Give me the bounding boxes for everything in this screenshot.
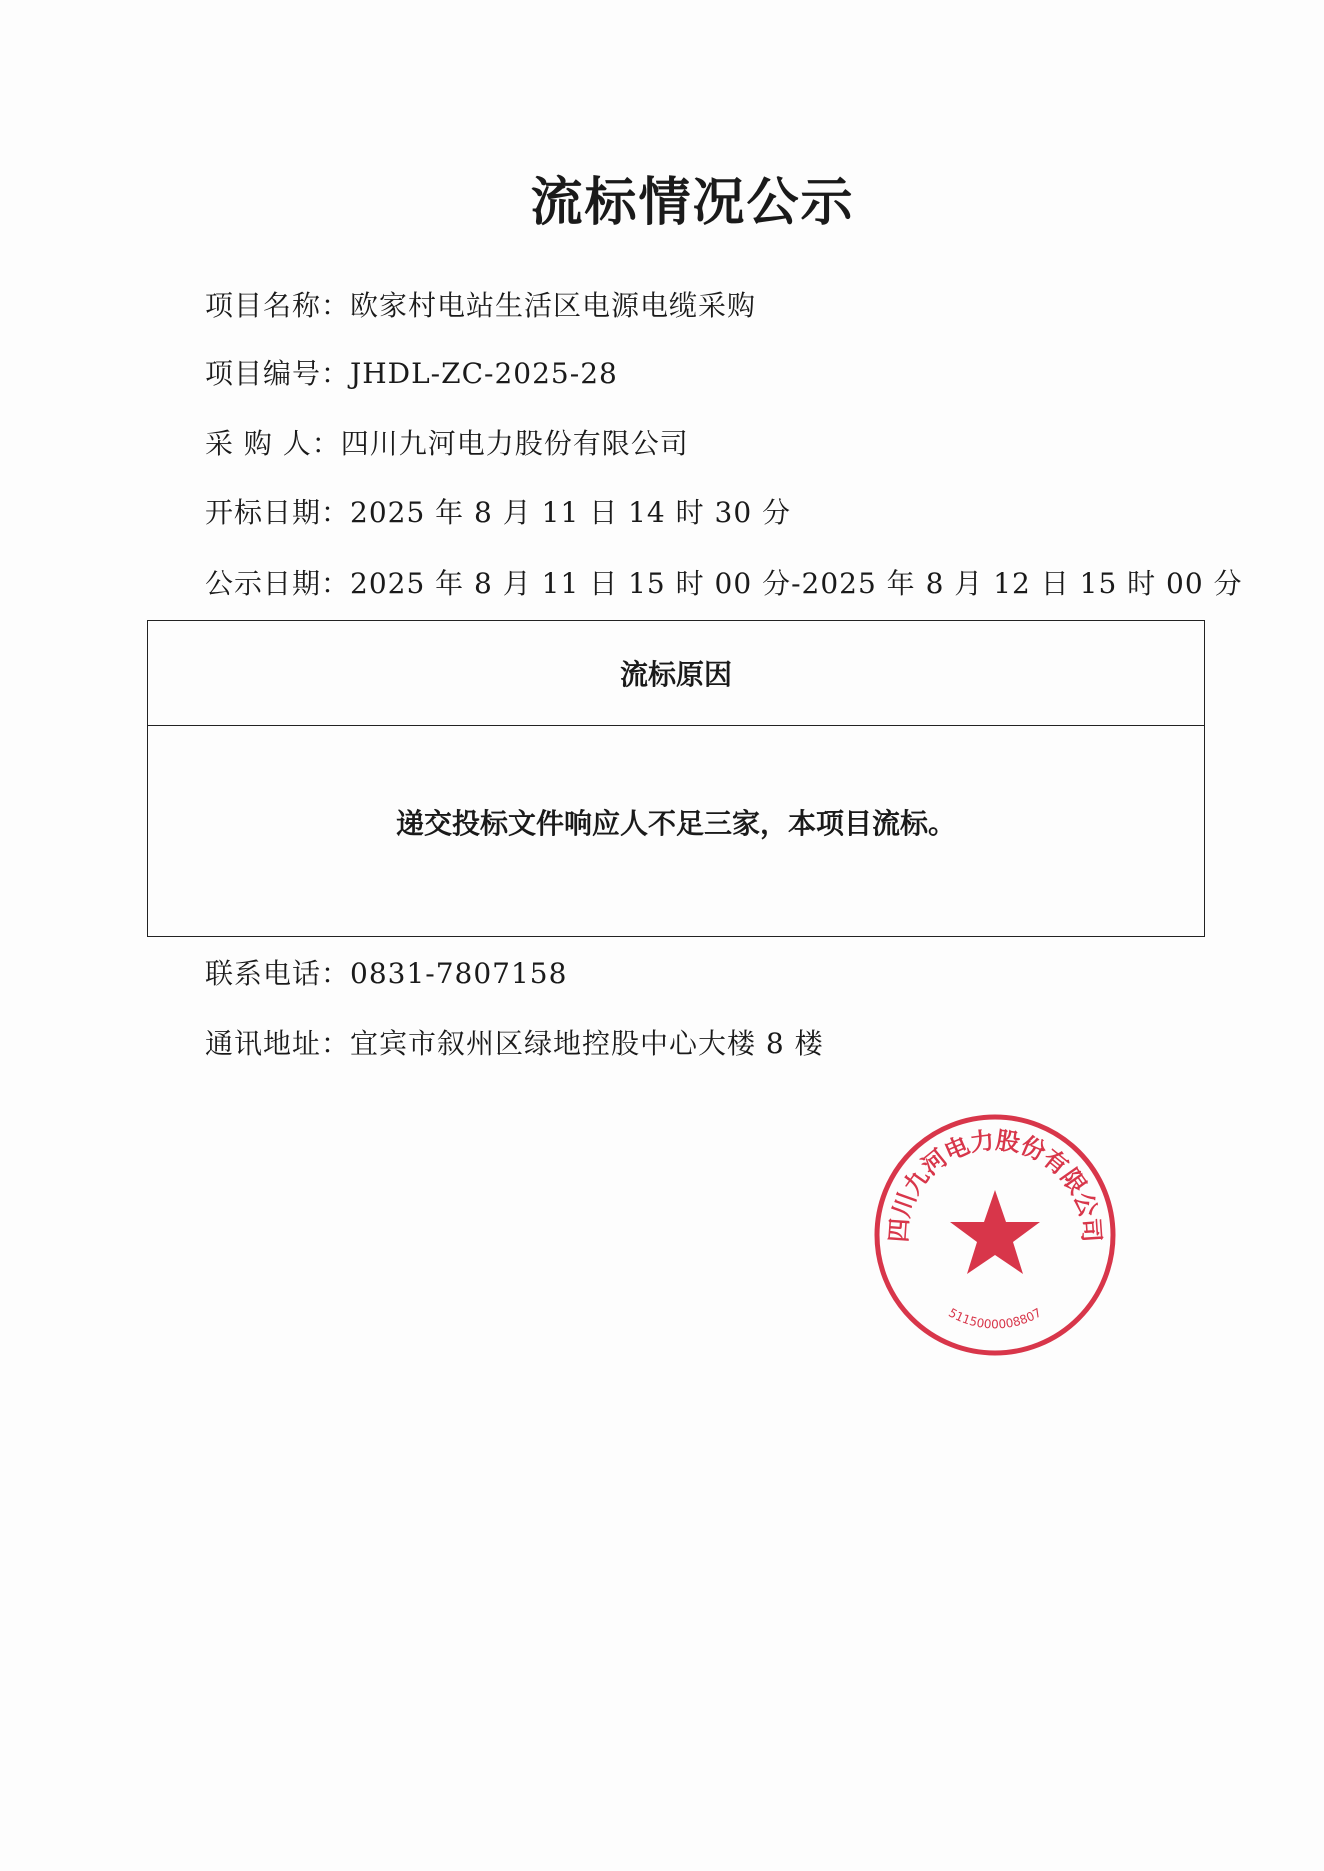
failure-reason-table — [147, 620, 1205, 937]
seal-ring — [877, 1117, 1113, 1353]
page-title: 流标情况公示 — [530, 173, 855, 233]
stamp-company: 四川九河电力股份有限公司 — [884, 1126, 1106, 1244]
notice-period: 公示日期：2025 年 8 月 11 日 15 时 00 分-2025 年 8 月 12 日 15 时 00 分 — [205, 567, 1243, 600]
contact-phone: 联系电话：0831-7807158 — [205, 957, 568, 990]
project-name: 项目名称：欧家村电站生活区电源电缆采购 — [205, 289, 757, 322]
purchaser: 采 购 人：四川九河电力股份有限公司 — [205, 427, 689, 460]
contact-address: 通讯地址：宜宾市叙州区绿地控股中心大楼 8 楼 — [205, 1027, 824, 1060]
project-number: 项目编号：JHDL-ZC-2025-28 — [205, 357, 618, 390]
stamp-code: 5115000008807 — [946, 1305, 1044, 1332]
star-icon — [950, 1190, 1040, 1274]
bid-opening-date: 开标日期：2025 年 8 月 11 日 14 时 30 分 — [205, 496, 792, 529]
table-header: 流标原因 — [148, 621, 1204, 726]
company-seal-stamp — [870, 1110, 1120, 1360]
failure-reason: 递交投标文件响应人不足三家，本项目流标。 — [395, 806, 956, 840]
